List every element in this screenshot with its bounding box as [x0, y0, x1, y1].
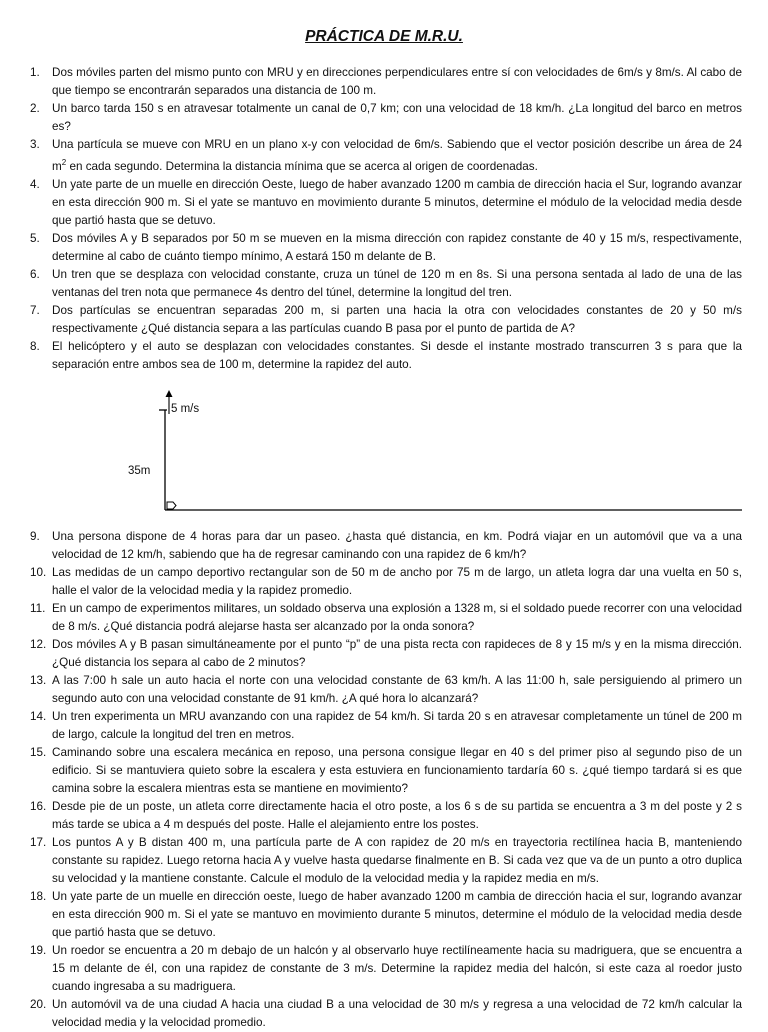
- problem-number: 17.: [30, 835, 47, 849]
- problem-text: Un barco tarda 150 s en atravesar totalmente un canal de 0,7 km; con una velocidad de 18 km/h. ¿La longitud del barco en metros es?: [52, 102, 742, 133]
- problem-number: 11.: [30, 601, 46, 615]
- problem-text: Un roedor se encuentra a 20 m debajo de un halcón y al observarlo huye rectilíneamente hacia su madriguera, que se encuentra a 15 m delante de él, con una rapidez de constante de 3 m/s. Determine la rapidez media del halcón, si este caza al roedor justo cuando ingresaba a su madriguera.: [52, 943, 742, 993]
- arrow-head-icon: [166, 390, 173, 397]
- problem-11: [30, 600, 742, 636]
- problem-text: A las 7:00 h sale un auto hacia el norte con una velocidad constante de 63 km/h. A las 11:00 h, sale persiguiendo al primero un segundo auto con una velocidad constante de 91 km/h. ¿A qué hora lo alcanzará?: [52, 673, 742, 705]
- problem-text-part: en cada segundo. Determina la distancia mínima que se acerca al origen de coordenadas.: [66, 159, 538, 173]
- problem-text: Un tren experimenta un MRU avanzando con una rapidez de 54 km/h. Si tarda 20 s en atravesar completamente un túnel de 200 m de largo, calcule la longitud del tren en metros.: [52, 709, 742, 741]
- problem-list: [30, 64, 742, 1032]
- problem-17: [30, 834, 742, 888]
- problem-text-part: Una partícula se mueve con MRU en un plano x-y con velocidad de 6m/s. Sabiendo que el vector posición describe un área de 24 m: [52, 138, 742, 173]
- problem-number: 20.: [30, 997, 47, 1011]
- problem-number: 5.: [30, 231, 40, 245]
- figure-drawing: [30, 374, 742, 528]
- problem-4: [30, 176, 742, 230]
- problem-text: Un yate parte de un muelle en dirección oeste, luego de haber avanzado 1200 m cambia de dirección hacia el sur, logrando avanzar en esta dirección 900 m. Si el yate se mantuvo en movimiento durante 5 minutos, determine el módulo de la velocidad media desde que partió hasta que se detuvo.: [52, 889, 742, 939]
- problem-text: Desde pie de un poste, un atleta corre directamente hacia el otro poste, a los 6 s de su partida se encuentra a 3 m del poste y 2 s más tarde se ubica a 4 m después del poste. Halle el alejamiento entre los postes.: [52, 799, 742, 831]
- problem-number: 10.: [30, 565, 47, 579]
- problem-text: Una persona dispone de 4 horas para dar un paseo. ¿hasta qué distancia, en km. Podrá viajar en un automóvil que va a una velocidad de 12 km/h, sabiendo que ha de regresar caminando con una rapidez de 6 km/h?: [52, 529, 742, 561]
- problem-9: [30, 528, 742, 564]
- problem-2: [30, 100, 742, 136]
- problem-text: Dos móviles parten del mismo punto con MRU y en direcciones perpendiculares entre sí con velocidades de 6m/s y 8m/s. Al cabo de que tiempo se encontrarán separados una distancia de 100 m.: [52, 66, 742, 97]
- problem-5: [30, 230, 742, 266]
- problem-number: 8.: [30, 339, 40, 353]
- height-label: 35m: [128, 464, 151, 477]
- helicopter-car-figure: [30, 374, 742, 528]
- problem-text: Dos móviles A y B pasan simultáneamente por el punto “p” de una pista recta con rapideces de 8 y 15 m/s y en la misma dirección. ¿Qué distancia los separa al cabo de 2 minutos?: [52, 637, 742, 669]
- problem-number: 6.: [30, 267, 40, 281]
- problem-number: 14.: [30, 709, 47, 723]
- problem-number: 13.: [30, 673, 47, 687]
- problem-6: [30, 266, 742, 302]
- problem-14: [30, 708, 742, 744]
- problem-text: Caminando sobre una escalera mecánica en reposo, una persona consigue llegar en 40 s del primer piso al segundo piso de un edificio. Si se mantuviera quieto sobre la escalera y esta estuviera en funcionamiento tardaría 60 s. ¿qué tiempo tardará si es que camina sobre la escalera mientras esta se mantiene en movimiento?: [52, 745, 742, 795]
- problem-7: [30, 302, 742, 338]
- problem-text: Un yate parte de un muelle en dirección Oeste, luego de haber avanzado 1200 m cambia de dirección hacia el Sur, logrando avanzar en esta dirección 900 m. Si el yate se mantuvo en movimiento durante 5 minutos, determine el módulo de la velocidad media desde que partió hasta que se detuvo.: [52, 177, 742, 227]
- problem-text: Un automóvil va de una ciudad A hacia una ciudad B a una velocidad de 30 m/s y regresa a una velocidad de 72 km/h calcular la velocidad media y la velocidad promedio.: [52, 997, 742, 1029]
- problem-10: [30, 564, 742, 600]
- problem-18: [30, 888, 742, 942]
- problem-number: 7.: [30, 303, 40, 317]
- problem-number: 4.: [30, 177, 40, 191]
- car-icon: [167, 502, 176, 509]
- problem-number: 2.: [30, 102, 40, 115]
- problem-text: [52, 136, 742, 176]
- problem-text: En un campo de experimentos militares, un soldado observa una explosión a 1328 m, si el soldado puede recorrer con una velocidad de 8 m/s. ¿Qué distancia podrá alejarse hasta ser alcanzado por la onda sonora?: [52, 601, 742, 633]
- problem-8: [30, 338, 742, 374]
- problem-20: [30, 996, 742, 1032]
- problem-text: Los puntos A y B distan 400 m, una partícula parte de A con rapidez de 20 m/s en trayectoria rectilínea hacia B, manteniendo constante su rapidez. Luego retorna hacia A y vuelve hasta quedarse finalmente en B. Si cada vez que va de un punto a otro duplica su velocidad y la mantiene constante. Calcule el modulo de la velocidad media y la rapidez media en m/s.: [52, 835, 742, 885]
- velocity-label: 5 m/s: [171, 402, 200, 415]
- problem-text: Las medidas de un campo deportivo rectangular son de 50 m de ancho por 75 m de largo, un atleta logra dar una vuelta en 50 s, halle el valor de la velocidad media y la rapidez promedio.: [52, 565, 742, 597]
- problem-number: 3.: [30, 138, 40, 151]
- problem-12: [30, 636, 742, 672]
- problem-number: 1.: [30, 66, 40, 79]
- problem-number: 16.: [30, 799, 47, 813]
- problem-1: [30, 64, 742, 100]
- problem-text: Dos partículas se encuentran separadas 200 m, si parten una hacia la otra con velocidades constantes de 20 y 50 m/s respectivamente ¿Qué distancia separa a las partículas cuando B pasa por el punto de partida de A?: [52, 303, 742, 335]
- problem-number: 12.: [30, 637, 47, 651]
- problem-text: Dos móviles A y B separados por 50 m se mueven en la misma dirección con rapidez constante de 40 y 15 m/s, respectivamente, determine al cabo de cuánto tiempo mínimo, A estará 150 m delante de B.: [52, 231, 742, 263]
- problem-number: 15.: [30, 745, 47, 759]
- problem-15: [30, 744, 742, 798]
- problem-19: [30, 942, 742, 996]
- problem-text: Un tren que se desplaza con velocidad constante, cruza un túnel de 120 m en 8s. Si una persona sentada al lado de una de las ventanas del tren nota que permanece 4s dentro del túnel, determine la longitud del tren.: [52, 267, 742, 299]
- problem-number: 9.: [30, 529, 40, 543]
- problem-16: [30, 798, 742, 834]
- problem-number: 19.: [30, 943, 47, 957]
- problem-text: El helicóptero y el auto se desplazan con velocidades constantes. Si desde el instante mostrado transcurren 3 s para que la separación entre ambos sea de 100 m, determine la rapidez del auto.: [52, 339, 742, 371]
- superscript: 2: [61, 158, 67, 167]
- problem-number: 18.: [30, 889, 47, 903]
- problem-3: [30, 136, 742, 176]
- page-title: PRÁCTICA DE M.R.U.: [305, 28, 463, 45]
- problem-13: [30, 672, 742, 708]
